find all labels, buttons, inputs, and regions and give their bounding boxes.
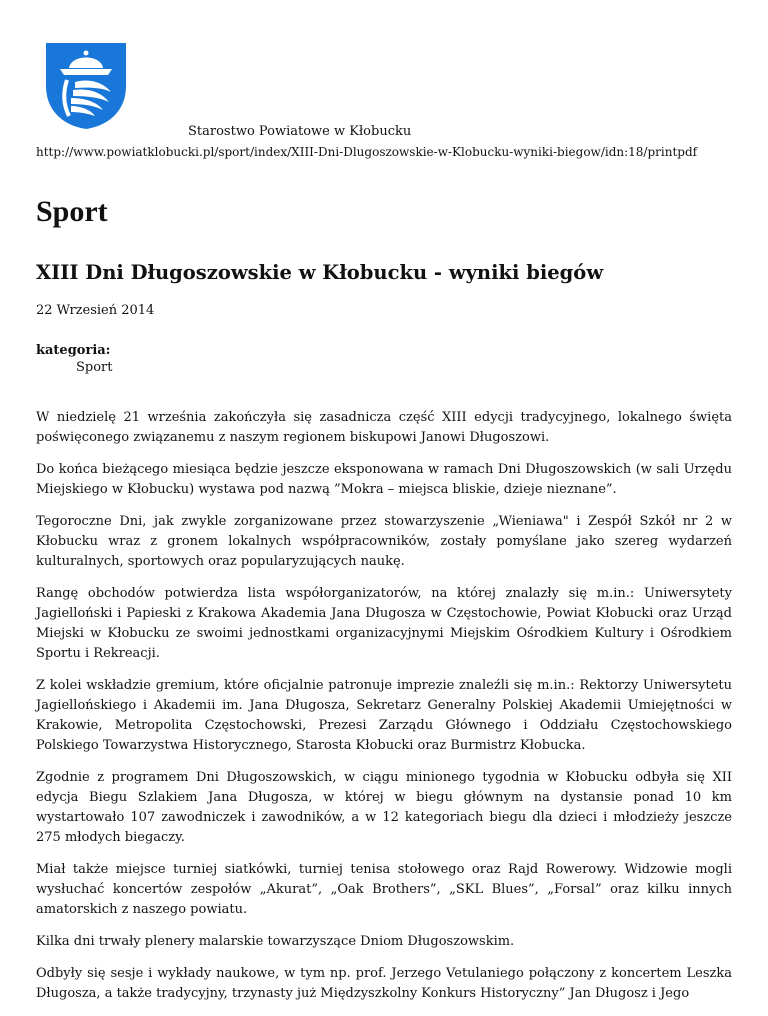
paragraph: Kilka dni trwały plenery malarskie towarzyszące Dniom Długoszowskim. [36, 934, 515, 949]
paragraph: Tegoroczne Dni, jak zwykle zorganizowane przez stowarzyszenie „Wieniawa" i Zespół Szkół nr 2 w Kłobucku wraz z gronem lokalnych współpracowników, zostały pomyślane jako szereg wydarzeń kulturalnych, sportowych oraz popularyzujących naukę. [36, 514, 732, 569]
paragraph: Zgodnie z programem Dni Długoszowskich, w ciągu minionego tygodnia w Kłobucku odbyła się XII edycja Biegu Szlakiem Jana Długosza, w której w biegu głównym na dystansie ponad 10 km wystartowało 107 zawodniczek i zawodników, a w 12 kategoriach biegu dla dzieci i młodzieży jeszcze 275 młodych biegaczy. [36, 770, 732, 845]
paragraph: W niedzielę 21 września zakończyła się zasadnicza część XIII edycji tradycyjnego, lokalnego święta poświęconego związanemu z naszym regionem biskupowi Janowi Długoszowi. [36, 410, 732, 445]
paragraph: Miał także miejsce turniej siatkówki, turniej tenisa stołowego oraz Rajd Rowerowy. Widzowie mogli wysłuchać koncertów zespołów „Akurat”, „Oak Brothers”, „SKL Blues”, „Forsal” oraz kilku innych amatorskich z naszego powiatu. [36, 862, 732, 917]
page-url[interactable]: http://www.powiatklobucki.pl/sport/index/XIII-Dni-Dlugoszowskie-w-Klobucku-wyniki-biegow/idn:18/printpdf [36, 145, 698, 159]
paragraph: Odbyły się sesje i wykłady naukowe, w tym np. prof. Jerzego Vetulaniego połączony z koncertem Leszka Długosza, a także tradycyjny, trzynasty już Międzyszkolny Konkurs Historyczny” Jan Długosz i Jego [36, 966, 732, 1001]
article-title: XIII Dni Długoszowskie w Kłobucku - wyniki biegów [36, 261, 604, 284]
section-title: Sport [36, 195, 108, 228]
category-label: kategoria: [36, 343, 111, 358]
paragraph: Rangę obchodów potwierdza lista współorganizatorów, na której znalazły się m.in.: Uniwersytety Jagielloński i Papieski z Krakowa Akademia Jana Długosza w Częstochowie, Powiat Kłobucki oraz Urząd Miejski w Kłobucku ze swoimi jednostkami organizacyjnymi Miejskim Ośrodkiem Kultury i Ośrodkiem Sportu i Rekreacji. [36, 586, 732, 661]
article-body [36, 408, 732, 1016]
county-crest-icon [45, 42, 127, 130]
paragraph: Z kolei wskładzie gremium, które oficjalnie patronuje imprezie znaleźli się m.in.: Rektorzy Uniwersytetu Jagiellońskiego i Akademii im. Jana Długosza, Sekretarz Generalny Polskiej Akademii Umiejętności w Krakowie, Metropolita Częstochowski, Prezesi Zarządu Głównego i Oddziału Częstochowskiego Polskiego Towarzystwa Historycznego, Starosta Kłobucki oraz Burmistrz Kłobucka. [36, 678, 732, 753]
category-value[interactable]: Sport [76, 360, 113, 375]
article-date: 22 Wrzesień 2014 [36, 303, 155, 318]
paragraph: Do końca bieżącego miesiąca będzie jeszcze eksponowana w ramach Dni Długoszowskich (w sali Urzędu Miejskiego w Kłobucku) wystawa pod nazwą ”Mokra – miejsca bliskie, dzieje nieznane”. [36, 462, 732, 497]
site-name: Starostwo Powiatowe w Kłobucku [188, 124, 412, 139]
